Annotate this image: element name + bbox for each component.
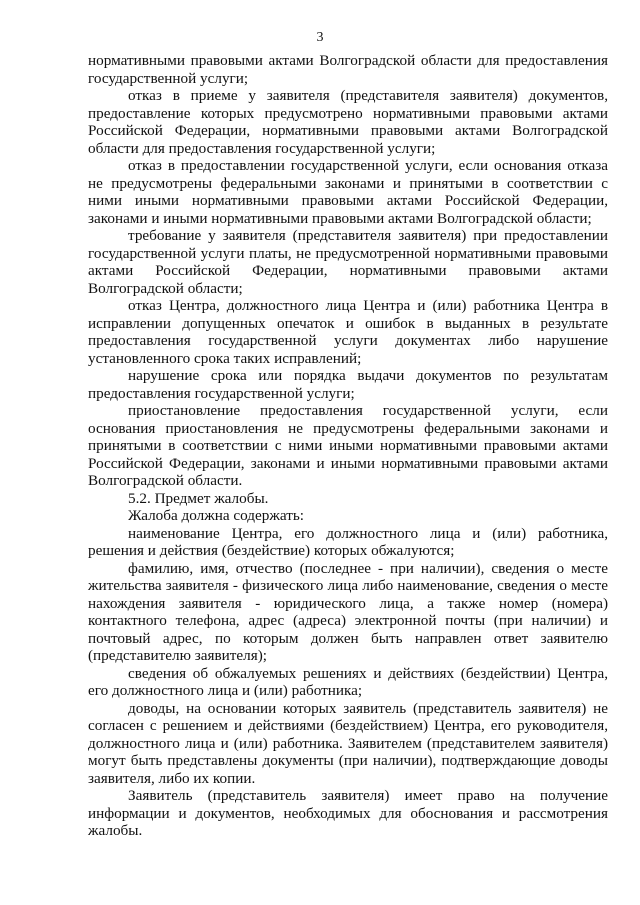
paragraph-appealed-decisions: сведения об обжалуемых решениях и действиях (бездействии) Центра, его должностного лица и (или) работника; (88, 664, 608, 699)
page-number: 3 (316, 30, 324, 45)
paragraph-continuation: нормативными правовыми актами Волгоградской области для предоставления государственной услуги; (88, 52, 608, 87)
paragraph-right-to-information: Заявитель (представитель заявителя) имеет право на получение информации и документов, необходимых для обоснования и рассмотрения жалобы. (88, 787, 608, 839)
paragraph-complaint-contents: Жалоба должна содержать: (128, 507, 304, 524)
section-heading: 5.2. Предмет жалобы. (128, 489, 269, 507)
document-body (88, 52, 608, 840)
paragraph-center-name: наименование Центра, его должностного лица и (или) работника, решения и действия (бездействие) которых обжалуются; (88, 524, 608, 559)
paragraph-applicant-details: фамилию, имя, отчество (последнее - при наличии), сведения о месте жительства заявителя - физического лица либо наименование, сведения о месте нахождения заявителя - юридического лица, а также номер (номера) контактного телефона, адрес (адреса) электронной почты (при наличии) и почтовый адрес, по которым должен быть направлен ответ заявителю (представителю заявителя); (88, 559, 608, 664)
paragraph-correction-refusal: отказ Центра, должностного лица Центра и (или) работника Центра в исправлении допущенных опечаток и ошибок в выданных в результате предоставления государственной услуги документах либо нарушение установленного срока таких исправлений; (88, 297, 608, 367)
paragraph-refusal-service: отказ в предоставлении государственной услуги, если основания отказа не предусмотрены федеральными законами и принятыми в соответствии с ними иными нормативными правовыми актами Российской Федерации, законами и иными нормативными правовыми актами Волгоградской области; (88, 157, 608, 227)
paragraph-suspension: приостановление предоставления государственной услуги, если основания приостановления не предусмотрены федеральными законами и принятыми в соответствии с ними иными нормативными правовыми актами Российской Федерации, законами и иными нормативными правовыми актами Волгоградской области. (88, 402, 608, 489)
paragraph-arguments: доводы, на основании которых заявитель (представитель заявителя) не согласен с решением и действиями (бездействием) Центра, его руководителя, должностного лица и (или) работника. Заявителем (представителем заявителя) могут быть представлены документы (при наличии), подтверждающие доводы заявителя, либо их копии. (88, 699, 608, 787)
paragraph-fee-requirement: требование у заявителя (представителя заявителя) при предоставлении государственной услуги платы, не предусмотренной нормативными правовыми актами Российской Федерации, нормативными правовыми актами Волгоградской области; (88, 227, 608, 297)
paragraph-issue-violation: нарушение срока или порядка выдачи документов по результатам предоставления государственной услуги; (88, 367, 608, 402)
paragraph-refusal-documents: отказ в приеме у заявителя (представителя заявителя) документов, предоставление которых предусмотрено нормативными правовыми актами Российской Федерации, нормативными правовыми актами Волгоградской области для предоставления государственной услуги; (88, 87, 608, 157)
